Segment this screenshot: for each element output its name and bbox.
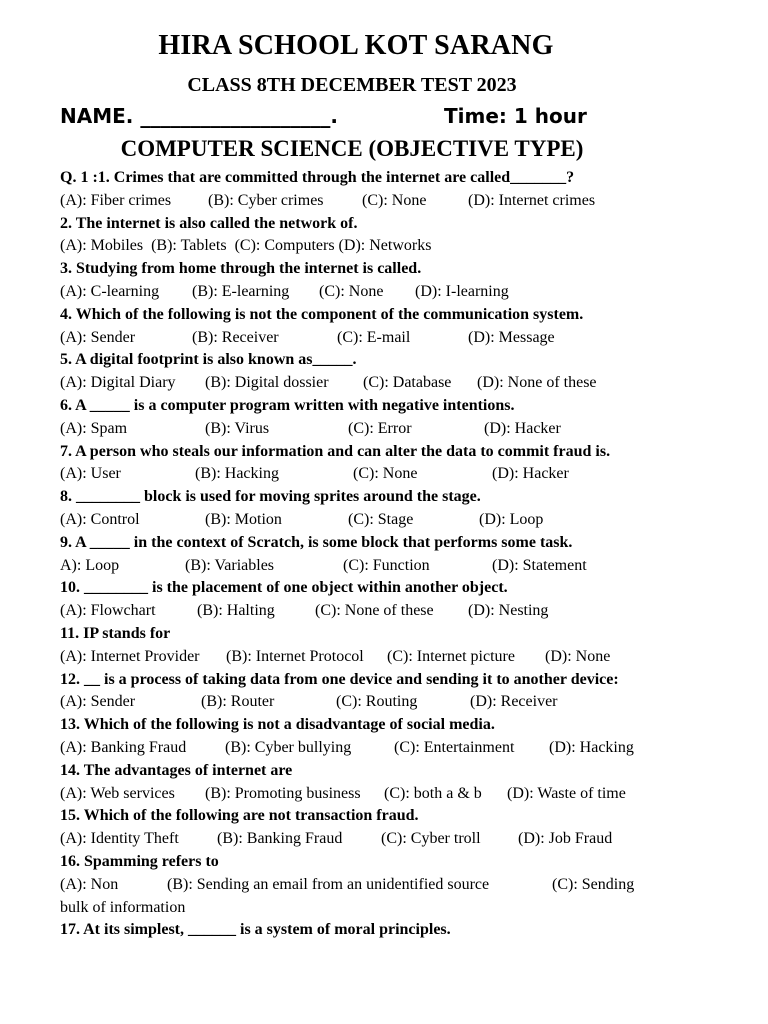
option-d: (D): Receiver — [470, 693, 558, 711]
option-b: (B): Receiver — [192, 328, 279, 346]
options-15 — [60, 828, 660, 851]
options-3 — [60, 281, 660, 304]
option-b: (B): Sending an email from an unidentified source — [167, 875, 490, 893]
option-b: (B): Motion — [205, 510, 282, 528]
options-line: (A): Mobiles (B): Tablets (C): Computers (D): Networks — [60, 237, 432, 255]
options-10 — [60, 600, 660, 623]
option-d: (D): Hacker — [492, 465, 569, 483]
option-b: (B): Hacking — [195, 465, 279, 483]
option-b: (B): Internet Protocol — [226, 647, 364, 665]
options-6 — [60, 418, 660, 441]
option-c: (C): Sending — [552, 875, 635, 893]
option-a: (A): Identity Theft — [60, 830, 179, 848]
option-b: (B): Cyber crimes — [208, 191, 324, 209]
options-16 — [60, 874, 660, 897]
option-d: (D): I-learning — [415, 282, 509, 300]
question-list — [60, 167, 660, 942]
question-14: 14. The advantages of internet are — [60, 761, 293, 779]
subject-title: COMPUTER SCIENCE (OBJECTIVE TYPE) — [120, 136, 584, 161]
option-c: (C): Function — [343, 556, 430, 574]
option-c: (C): both a & b — [384, 784, 482, 802]
option-d: (D): Statement — [492, 556, 587, 574]
option-c: (C): None — [362, 191, 427, 209]
option-c: (C): Routing — [336, 693, 418, 711]
option-b: (B): Cyber bullying — [225, 738, 352, 756]
school-name: HIRA SCHOOL KOT SARANG — [158, 30, 554, 61]
option-d: (D): Nesting — [468, 602, 549, 620]
option-a: (A): Non — [60, 875, 119, 893]
options-1 — [60, 190, 660, 213]
option-a: (A): Sender — [60, 693, 136, 711]
options-5 — [60, 372, 660, 395]
options-11 — [60, 646, 660, 669]
option-c: (C): Stage — [348, 510, 414, 528]
option-c: (C): E-mail — [337, 328, 411, 346]
options-9 — [60, 555, 660, 578]
option-a: (A): Control — [60, 510, 140, 528]
option-c: (C): None — [319, 282, 384, 300]
question-5: 5. A digital footprint is also known as_____. — [60, 351, 357, 369]
option-b: (B): Promoting business — [205, 784, 361, 802]
options-14 — [60, 783, 660, 806]
option-a: (A): Fiber crimes — [60, 191, 172, 209]
option-c: (C): Entertainment — [394, 738, 515, 756]
option-c-continued: bulk of information — [60, 898, 186, 916]
option-d: (D): None of these — [477, 374, 597, 392]
option-b: (B): Router — [201, 693, 275, 711]
question-6: 6. A _____ is a computer program written with negative intentions. — [60, 396, 515, 414]
option-b: (B): Virus — [205, 419, 270, 437]
option-d: (D): Hacker — [484, 419, 561, 437]
options-8 — [60, 509, 660, 532]
option-d: (D): Job Fraud — [518, 830, 613, 848]
option-b: (B): E-learning — [192, 282, 290, 300]
option-a: (A): Digital Diary — [60, 374, 176, 392]
question-15: 15. Which of the following are not transaction fraud. — [60, 807, 419, 825]
option-a: (A): Spam — [60, 419, 128, 437]
option-d: (D): None — [545, 647, 611, 665]
name-time-row — [60, 104, 720, 128]
option-d: (D): Internet crimes — [468, 191, 596, 209]
options-12 — [60, 691, 660, 714]
option-a: (A): Internet Provider — [60, 647, 200, 665]
options-4 — [60, 327, 660, 350]
options-13 — [60, 737, 660, 760]
class-test-title: CLASS 8TH DECEMBER TEST 2023 — [187, 74, 517, 96]
option-c: (C): None of these — [315, 602, 434, 620]
option-c: (C): Internet picture — [387, 647, 515, 665]
question-9: 9. A _____ in the context of Scratch, is some block that performs some task. — [60, 533, 573, 551]
option-b: (B): Digital dossier — [205, 374, 329, 392]
question-3: 3. Studying from home through the internet is called. — [60, 260, 422, 278]
option-a: (A): C-learning — [60, 282, 160, 300]
option-a: A): Loop — [60, 556, 120, 574]
options-16-continued — [60, 897, 660, 920]
option-c: (C): None — [353, 465, 418, 483]
option-d: (D): Waste of time — [507, 784, 626, 802]
options-2 — [60, 235, 660, 258]
question-10: 10. ________ is the placement of one object within another object. — [60, 579, 508, 597]
option-b: (B): Halting — [197, 602, 275, 620]
question-13: 13. Which of the following is not a disadvantage of social media. — [60, 716, 495, 734]
option-d: (D): Message — [468, 328, 555, 346]
option-a: (A): User — [60, 465, 121, 483]
option-a: (A): Sender — [60, 328, 136, 346]
option-c: (C): Error — [348, 419, 412, 437]
name-label: NAME. ___________________. — [60, 104, 338, 128]
question-12: 12. __ is a process of taking data from one device and sending it to another device: — [60, 670, 619, 688]
option-b: (B): Variables — [185, 556, 275, 574]
option-a: (A): Banking Fraud — [60, 738, 187, 756]
question-11: 11. IP stands for — [60, 624, 171, 642]
question-8: 8. ________ block is used for moving sprites around the stage. — [60, 488, 481, 506]
option-c: (C): Cyber troll — [381, 830, 481, 848]
question-1: Q. 1 :1. Crimes that are committed through the internet are called_______? — [60, 169, 575, 186]
question-2: 2. The internet is also called the network of. — [60, 214, 358, 232]
question-7: 7. A person who steals our information and can alter the data to commit fraud is. — [60, 442, 611, 460]
options-7 — [60, 463, 660, 486]
option-a: (A): Web services — [60, 784, 175, 802]
option-d: (D): Loop — [479, 510, 544, 528]
option-d: (D): Hacking — [549, 738, 634, 756]
question-17: 17. At its simplest, ______ is a system of moral principles. — [60, 921, 451, 939]
option-b: (B): Banking Fraud — [217, 830, 343, 848]
question-16: 16. Spamming refers to — [60, 852, 219, 870]
time-label: Time: 1 hour — [444, 104, 587, 128]
option-a: (A): Flowchart — [60, 602, 156, 620]
question-4: 4. Which of the following is not the component of the communication system. — [60, 305, 584, 323]
option-c: (C): Database — [363, 374, 452, 392]
